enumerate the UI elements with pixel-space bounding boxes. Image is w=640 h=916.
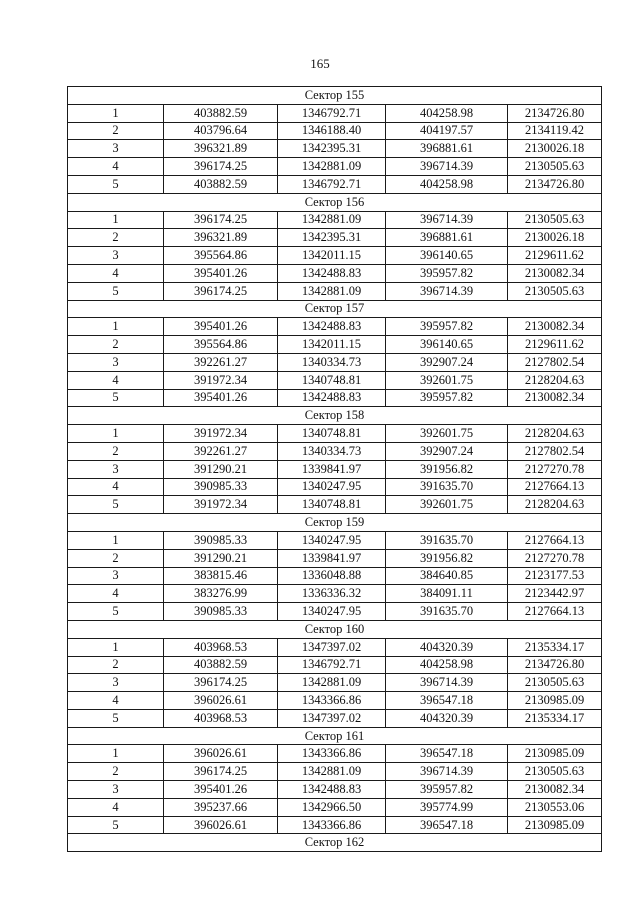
coordinate-cell: 383276.99 <box>164 585 278 603</box>
point-number-cell: 3 <box>68 353 164 371</box>
table-row <box>68 692 602 710</box>
coordinate-cell: 390985.33 <box>164 603 278 621</box>
table-row <box>68 567 602 585</box>
coordinate-cell: 1342881.09 <box>278 158 386 176</box>
coordinate-cell: 396140.65 <box>386 247 508 265</box>
coordinate-cell: 404320.39 <box>386 709 508 727</box>
point-number-cell: 4 <box>68 692 164 710</box>
table-row <box>68 674 602 692</box>
point-number-cell: 5 <box>68 496 164 514</box>
point-number-cell: 2 <box>68 549 164 567</box>
table-row <box>68 122 602 140</box>
coordinate-cell: 395564.86 <box>164 336 278 354</box>
table-row <box>68 603 602 621</box>
coordinate-cell: 1346792.71 <box>278 175 386 193</box>
coordinate-cell: 396547.18 <box>386 692 508 710</box>
coordinate-cell: 1346792.71 <box>278 104 386 122</box>
coordinate-cell: 391972.34 <box>164 425 278 443</box>
coordinate-cell: 383815.46 <box>164 567 278 585</box>
point-number-cell: 2 <box>68 336 164 354</box>
coordinate-cell: 2134119.42 <box>508 122 602 140</box>
table-row <box>68 389 602 407</box>
coordinate-cell: 384091.11 <box>386 585 508 603</box>
coordinate-cell: 395564.86 <box>164 247 278 265</box>
sector-header-row <box>68 834 602 852</box>
table-row <box>68 798 602 816</box>
table-row <box>68 638 602 656</box>
coordinate-cell: 2130505.63 <box>508 211 602 229</box>
table-row <box>68 175 602 193</box>
coordinate-cell: 2130082.34 <box>508 781 602 799</box>
coordinate-cell: 1342881.09 <box>278 282 386 300</box>
coordinate-cell: 1340748.81 <box>278 496 386 514</box>
table-row <box>68 282 602 300</box>
sector-title: Сектор 159 <box>68 514 602 532</box>
coordinate-cell: 396714.39 <box>386 158 508 176</box>
coordinate-cell: 2130985.09 <box>508 692 602 710</box>
coordinate-cell: 2130026.18 <box>508 229 602 247</box>
table-row <box>68 158 602 176</box>
sector-header-row <box>68 87 602 105</box>
point-number-cell: 3 <box>68 140 164 158</box>
coordinate-cell: 1342881.09 <box>278 211 386 229</box>
coordinate-cell: 392907.24 <box>386 353 508 371</box>
coordinate-cell: 1342488.83 <box>278 318 386 336</box>
coordinate-cell: 1339841.97 <box>278 460 386 478</box>
coordinate-cell: 1342011.15 <box>278 247 386 265</box>
coordinate-cell: 1346792.71 <box>278 656 386 674</box>
coordinate-cell: 396881.61 <box>386 140 508 158</box>
coordinate-cell: 396174.25 <box>164 211 278 229</box>
coordinate-cell: 2127664.13 <box>508 531 602 549</box>
point-number-cell: 4 <box>68 798 164 816</box>
coordinate-cell: 1342011.15 <box>278 336 386 354</box>
table-row <box>68 496 602 514</box>
coordinate-cell: 2128204.63 <box>508 425 602 443</box>
coordinate-cell: 391972.34 <box>164 371 278 389</box>
point-number-cell: 4 <box>68 371 164 389</box>
coordinate-cell: 403882.59 <box>164 656 278 674</box>
coordinate-cell: 1347397.02 <box>278 709 386 727</box>
coordinate-cell: 396714.39 <box>386 763 508 781</box>
coordinate-cell: 1336048.88 <box>278 567 386 585</box>
coordinate-cell: 2130505.63 <box>508 674 602 692</box>
table-row <box>68 336 602 354</box>
coordinate-cell: 391972.34 <box>164 496 278 514</box>
coordinate-cell: 2123442.97 <box>508 585 602 603</box>
coordinate-cell: 2130082.34 <box>508 318 602 336</box>
coordinate-cell: 2130985.09 <box>508 816 602 834</box>
coordinate-cell: 392601.75 <box>386 371 508 389</box>
point-number-cell: 3 <box>68 674 164 692</box>
point-number-cell: 4 <box>68 264 164 282</box>
coordinate-cell: 392261.27 <box>164 442 278 460</box>
coordinate-cell: 2130082.34 <box>508 389 602 407</box>
coordinate-cell: 396174.25 <box>164 674 278 692</box>
point-number-cell: 5 <box>68 389 164 407</box>
point-number-cell: 5 <box>68 816 164 834</box>
sector-title: Сектор 155 <box>68 87 602 105</box>
coordinate-cell: 403796.64 <box>164 122 278 140</box>
point-number-cell: 5 <box>68 603 164 621</box>
table-row <box>68 104 602 122</box>
coordinate-cell: 404320.39 <box>386 638 508 656</box>
table-row <box>68 247 602 265</box>
coordinate-cell: 396547.18 <box>386 745 508 763</box>
sector-title: Сектор 160 <box>68 620 602 638</box>
coordinate-cell: 396140.65 <box>386 336 508 354</box>
coordinate-cell: 1343366.86 <box>278 692 386 710</box>
point-number-cell: 1 <box>68 531 164 549</box>
sector-header-row <box>68 193 602 211</box>
coordinate-cell: 396714.39 <box>386 674 508 692</box>
sector-header-row <box>68 620 602 638</box>
coordinate-cell: 1342395.31 <box>278 229 386 247</box>
sector-header-row <box>68 727 602 745</box>
coordinate-cell: 1340334.73 <box>278 353 386 371</box>
coordinate-cell: 391290.21 <box>164 549 278 567</box>
coordinates-table-body <box>68 87 602 852</box>
sector-title: Сектор 162 <box>68 834 602 852</box>
coordinate-cell: 2130505.63 <box>508 158 602 176</box>
table-row <box>68 318 602 336</box>
coordinate-cell: 396321.89 <box>164 140 278 158</box>
coordinate-cell: 2128204.63 <box>508 496 602 514</box>
coordinate-cell: 1343366.86 <box>278 816 386 834</box>
coordinate-cell: 396026.61 <box>164 745 278 763</box>
sector-header-row <box>68 300 602 318</box>
coordinate-cell: 395401.26 <box>164 781 278 799</box>
table-row <box>68 549 602 567</box>
coordinate-cell: 2130985.09 <box>508 745 602 763</box>
coordinate-cell: 2134726.80 <box>508 104 602 122</box>
point-number-cell: 4 <box>68 585 164 603</box>
coordinate-cell: 1340748.81 <box>278 371 386 389</box>
coordinate-cell: 1342488.83 <box>278 389 386 407</box>
table-row <box>68 656 602 674</box>
coordinate-cell: 2123177.53 <box>508 567 602 585</box>
sector-title: Сектор 158 <box>68 407 602 425</box>
coordinate-cell: 1342881.09 <box>278 763 386 781</box>
table-row <box>68 264 602 282</box>
coordinate-cell: 2127664.13 <box>508 603 602 621</box>
sector-header-row <box>68 407 602 425</box>
coordinate-cell: 1342488.83 <box>278 781 386 799</box>
coordinate-cell: 395957.82 <box>386 318 508 336</box>
coordinate-cell: 396714.39 <box>386 282 508 300</box>
table-row <box>68 229 602 247</box>
coordinate-cell: 395401.26 <box>164 264 278 282</box>
coordinate-cell: 2129611.62 <box>508 336 602 354</box>
coordinate-cell: 390985.33 <box>164 478 278 496</box>
table-row <box>68 353 602 371</box>
coordinate-cell: 404258.98 <box>386 104 508 122</box>
sector-title: Сектор 156 <box>68 193 602 211</box>
coordinate-cell: 2135334.17 <box>508 638 602 656</box>
coordinate-cell: 1340334.73 <box>278 442 386 460</box>
coordinate-cell: 391635.70 <box>386 478 508 496</box>
coordinate-cell: 384640.85 <box>386 567 508 585</box>
coordinate-cell: 1340748.81 <box>278 425 386 443</box>
coordinate-cell: 396174.25 <box>164 158 278 176</box>
coordinate-cell: 403882.59 <box>164 175 278 193</box>
coordinate-cell: 404258.98 <box>386 656 508 674</box>
table-row <box>68 763 602 781</box>
point-number-cell: 2 <box>68 229 164 247</box>
coordinate-cell: 395774.99 <box>386 798 508 816</box>
coordinate-cell: 392261.27 <box>164 353 278 371</box>
table-row <box>68 442 602 460</box>
coordinate-cell: 395957.82 <box>386 264 508 282</box>
coordinate-cell: 2128204.63 <box>508 371 602 389</box>
table-row <box>68 460 602 478</box>
table-row <box>68 781 602 799</box>
table-row <box>68 478 602 496</box>
coordinate-cell: 1340247.95 <box>278 531 386 549</box>
point-number-cell: 1 <box>68 318 164 336</box>
sector-title: Сектор 161 <box>68 727 602 745</box>
coordinate-cell: 396547.18 <box>386 816 508 834</box>
coordinate-cell: 1343366.86 <box>278 745 386 763</box>
coordinate-cell: 1339841.97 <box>278 549 386 567</box>
coordinate-cell: 1342488.83 <box>278 264 386 282</box>
coordinates-table <box>67 86 602 852</box>
table-row <box>68 816 602 834</box>
coordinate-cell: 1340247.95 <box>278 603 386 621</box>
coordinate-cell: 2130026.18 <box>508 140 602 158</box>
point-number-cell: 2 <box>68 122 164 140</box>
sector-header-row <box>68 514 602 532</box>
coordinate-cell: 396321.89 <box>164 229 278 247</box>
coordinate-cell: 391635.70 <box>386 531 508 549</box>
coordinate-cell: 396714.39 <box>386 211 508 229</box>
coordinate-cell: 2134726.80 <box>508 656 602 674</box>
coordinate-cell: 395401.26 <box>164 318 278 336</box>
coordinate-cell: 403968.53 <box>164 638 278 656</box>
point-number-cell: 1 <box>68 745 164 763</box>
coordinate-cell: 2130505.63 <box>508 763 602 781</box>
coordinate-cell: 2130505.63 <box>508 282 602 300</box>
point-number-cell: 5 <box>68 282 164 300</box>
point-number-cell: 2 <box>68 442 164 460</box>
coordinate-cell: 2130082.34 <box>508 264 602 282</box>
point-number-cell: 1 <box>68 638 164 656</box>
point-number-cell: 1 <box>68 104 164 122</box>
point-number-cell: 1 <box>68 425 164 443</box>
coordinate-cell: 1342395.31 <box>278 140 386 158</box>
coordinate-cell: 1340247.95 <box>278 478 386 496</box>
coordinate-cell: 404258.98 <box>386 175 508 193</box>
coordinate-cell: 1342966.50 <box>278 798 386 816</box>
coordinate-cell: 391635.70 <box>386 603 508 621</box>
sector-title: Сектор 157 <box>68 300 602 318</box>
point-number-cell: 2 <box>68 763 164 781</box>
coordinate-cell: 392601.75 <box>386 496 508 514</box>
table-row <box>68 371 602 389</box>
coordinate-cell: 391956.82 <box>386 460 508 478</box>
point-number-cell: 5 <box>68 175 164 193</box>
coordinate-cell: 395957.82 <box>386 781 508 799</box>
point-number-cell: 3 <box>68 460 164 478</box>
coordinate-cell: 396174.25 <box>164 282 278 300</box>
coordinate-cell: 1347397.02 <box>278 638 386 656</box>
coordinate-cell: 2127270.78 <box>508 460 602 478</box>
coordinate-cell: 392601.75 <box>386 425 508 443</box>
table-row <box>68 211 602 229</box>
point-number-cell: 5 <box>68 709 164 727</box>
coordinate-cell: 403968.53 <box>164 709 278 727</box>
table-row <box>68 709 602 727</box>
coordinate-cell: 396026.61 <box>164 816 278 834</box>
point-number-cell: 2 <box>68 656 164 674</box>
coordinate-cell: 392907.24 <box>386 442 508 460</box>
coordinate-cell: 2135334.17 <box>508 709 602 727</box>
coordinate-cell: 395957.82 <box>386 389 508 407</box>
point-number-cell: 1 <box>68 211 164 229</box>
coordinate-cell: 1346188.40 <box>278 122 386 140</box>
coordinate-cell: 396174.25 <box>164 763 278 781</box>
coordinate-cell: 404197.57 <box>386 122 508 140</box>
coordinate-cell: 2127664.13 <box>508 478 602 496</box>
table-row <box>68 745 602 763</box>
table-row <box>68 531 602 549</box>
coordinate-cell: 2134726.80 <box>508 175 602 193</box>
coordinate-cell: 395237.66 <box>164 798 278 816</box>
coordinate-cell: 1342881.09 <box>278 674 386 692</box>
point-number-cell: 4 <box>68 158 164 176</box>
coordinate-cell: 403882.59 <box>164 104 278 122</box>
coordinate-cell: 2127802.54 <box>508 442 602 460</box>
point-number-cell: 3 <box>68 247 164 265</box>
coordinate-cell: 391290.21 <box>164 460 278 478</box>
table-row <box>68 585 602 603</box>
point-number-cell: 4 <box>68 478 164 496</box>
coordinate-cell: 395401.26 <box>164 389 278 407</box>
point-number-cell: 3 <box>68 567 164 585</box>
coordinate-cell: 390985.33 <box>164 531 278 549</box>
coordinate-cell: 2127270.78 <box>508 549 602 567</box>
page-number: 165 <box>310 56 330 71</box>
coordinate-cell: 396881.61 <box>386 229 508 247</box>
coordinate-cell: 396026.61 <box>164 692 278 710</box>
coordinate-cell: 1336336.32 <box>278 585 386 603</box>
table-row <box>68 140 602 158</box>
coordinate-cell: 2129611.62 <box>508 247 602 265</box>
point-number-cell: 3 <box>68 781 164 799</box>
coordinate-cell: 391956.82 <box>386 549 508 567</box>
coordinate-cell: 2127802.54 <box>508 353 602 371</box>
coordinate-cell: 2130553.06 <box>508 798 602 816</box>
table-row <box>68 425 602 443</box>
